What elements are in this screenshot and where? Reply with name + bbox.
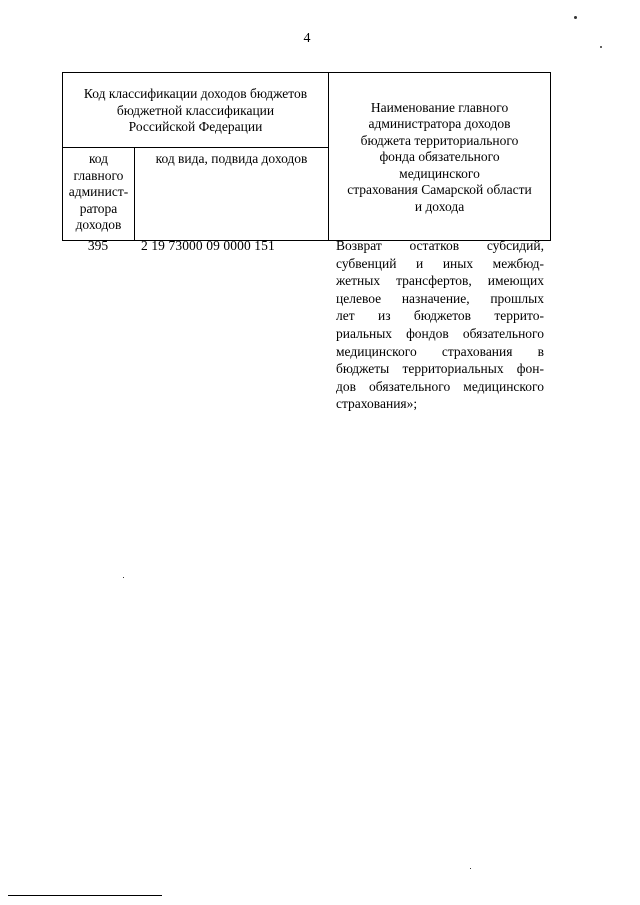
admin-code-header — [63, 148, 135, 241]
description-line: целевое назначение, прошлых — [336, 290, 544, 306]
page-number: 4 — [303, 31, 311, 46]
admin-code-header-line: ратора — [79, 200, 118, 216]
name-header-line: страхования Самарской области — [347, 182, 532, 198]
description-line: лет из бюджетов террито- — [336, 308, 544, 324]
scan-speck — [123, 577, 124, 578]
classification-table-header — [62, 72, 551, 241]
admin-code-header-line: админист- — [68, 184, 129, 199]
table-row-admin-code: 395 — [87, 238, 109, 253]
scan-speck — [574, 16, 577, 19]
income-type-code-header-label: код вида, подвида доходов — [155, 151, 308, 166]
name-header-line: медицинского — [399, 165, 480, 181]
admin-code-header-line: главного — [73, 167, 124, 183]
scan-speck — [600, 46, 602, 48]
description-line: страхования»; — [336, 396, 418, 412]
admin-code-header-line: код — [88, 151, 109, 166]
administrator-name-header — [329, 73, 551, 241]
table-row-income-code: 2 19 73000 09 0000 151 — [141, 238, 275, 253]
name-header-line: и дохода — [414, 198, 465, 214]
description-line: медицинского страхования в — [336, 343, 544, 359]
name-header-line: фонда обязательного — [379, 149, 500, 165]
description-line: риальных фондов обязательного — [336, 325, 544, 341]
description-line: субвенций и иных межбюд- — [336, 255, 544, 271]
description-line: бюджеты территориальных фон- — [336, 361, 544, 377]
description-line: Возврат остатков субсидий, — [336, 238, 544, 253]
income-type-code-header — [135, 148, 329, 241]
table-row-description — [336, 237, 544, 413]
scan-speck — [470, 868, 471, 869]
group-header-line: Код классификации доходов бюджетов — [83, 86, 308, 102]
description-line: жетных трансфертов, имеющих — [336, 273, 544, 289]
description-line: дов обязательного медицинского — [336, 378, 544, 394]
name-header-line: Наименование главного — [370, 99, 509, 115]
admin-code-header-line: доходов — [75, 217, 122, 232]
group-header-line: бюджетной классификации — [116, 102, 275, 118]
name-header-line: бюджета территориального — [360, 132, 519, 148]
name-header-line: администратора доходов — [368, 116, 511, 132]
group-header-line: Российской Федерации — [128, 119, 263, 135]
classification-code-group-header — [63, 73, 329, 148]
footnote-separator-line — [8, 895, 162, 896]
